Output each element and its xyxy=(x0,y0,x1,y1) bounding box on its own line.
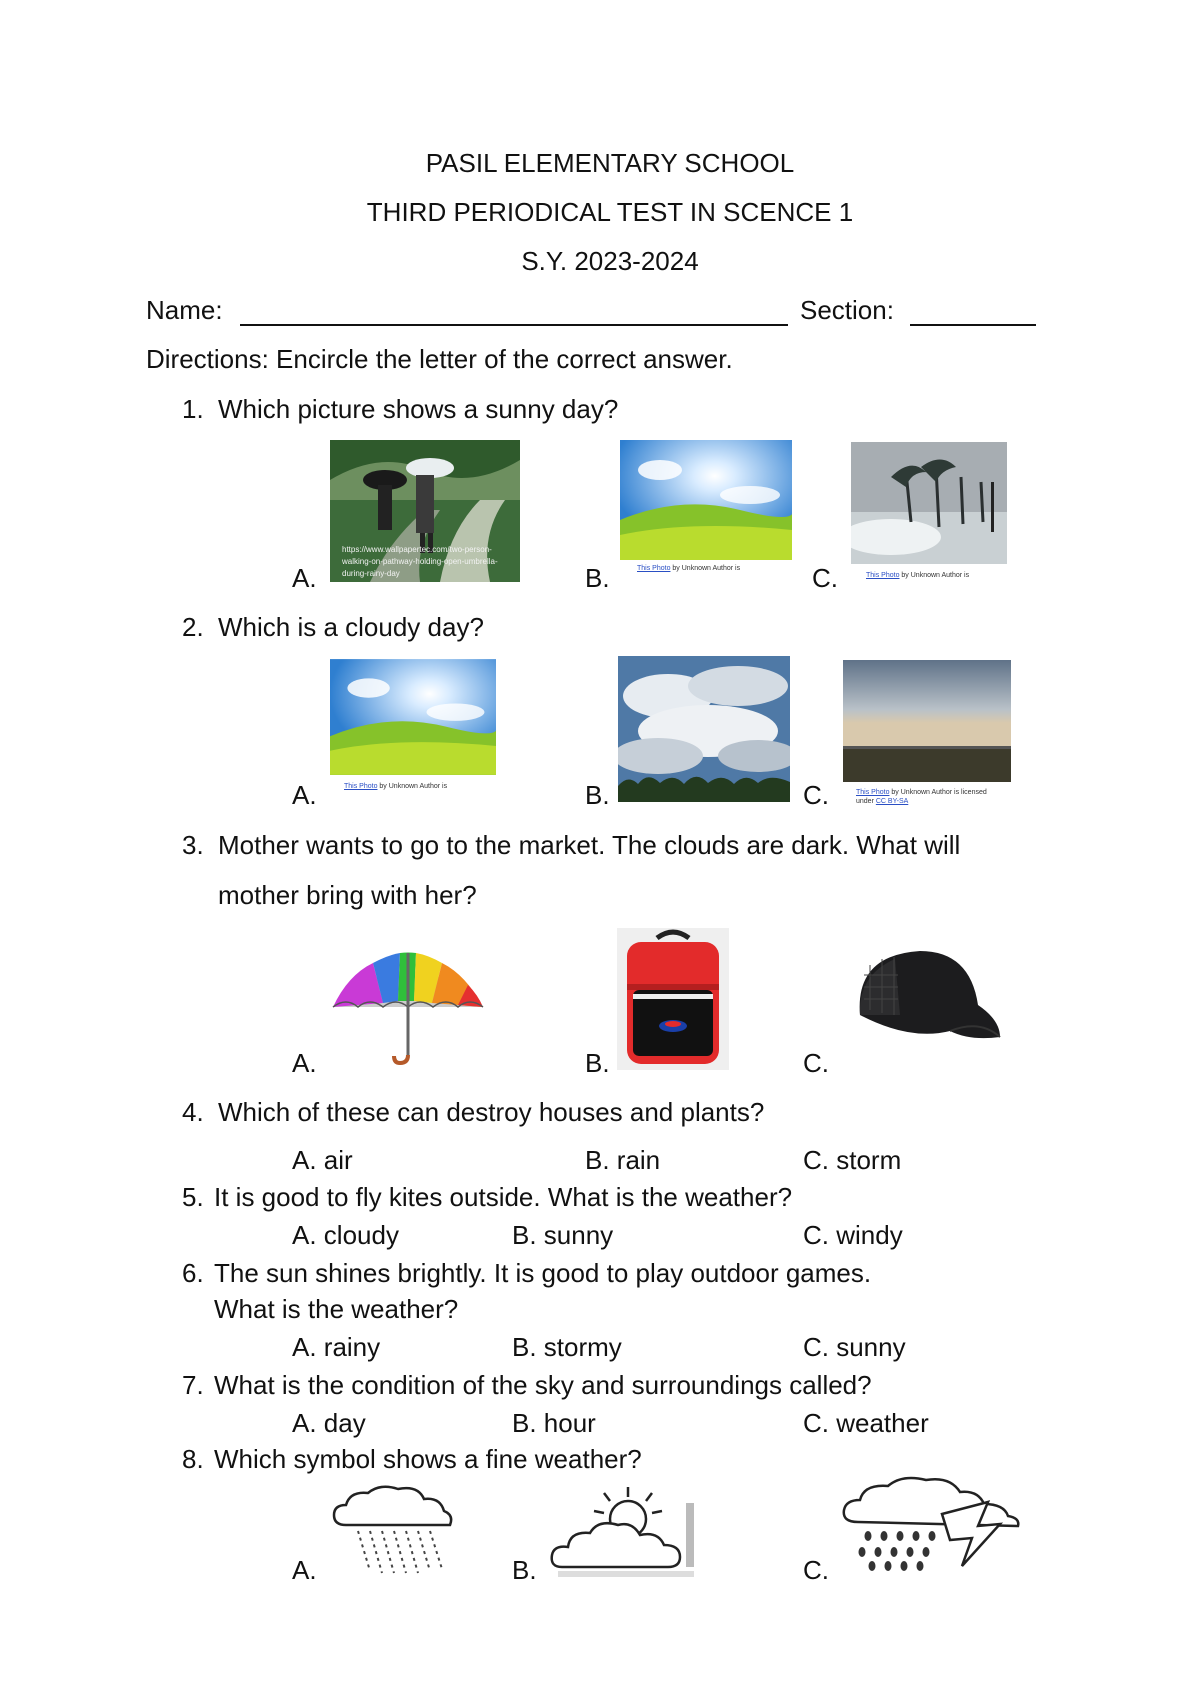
name-label: Name: xyxy=(146,295,223,325)
q5-option-b[interactable]: B. sunny xyxy=(512,1220,614,1250)
q1-option-c[interactable]: C. xyxy=(812,563,838,593)
question-4-text: Which of these can destroy houses and plants? xyxy=(218,1097,765,1127)
q8-option-a[interactable]: A. xyxy=(292,1555,317,1585)
question-6-number: 6. xyxy=(182,1258,204,1288)
umbrella[interactable] xyxy=(328,945,488,1065)
question-5-number: 5. xyxy=(182,1182,204,1212)
question-2-number: 2. xyxy=(182,612,204,642)
question-3-text: Mother wants to go to the market. The clouds are dark. What will xyxy=(218,830,961,860)
q4-option-b[interactable]: B. rain xyxy=(585,1145,661,1175)
q4-option-c[interactable]: C. storm xyxy=(803,1145,902,1175)
q1a-watermark: https://www.wallpapertec.com/two-person-walking-on-pathway-holding-open-umbrella-during-rainy-day xyxy=(342,545,498,578)
q3-option-a[interactable]: A. xyxy=(292,1048,317,1078)
q7-option-c[interactable]: C. weather xyxy=(803,1408,929,1438)
section-field[interactable] xyxy=(910,324,1036,326)
q2-option-b[interactable]: B. xyxy=(585,780,610,810)
q3-option-b[interactable]: B. xyxy=(585,1048,610,1078)
q6-option-b[interactable]: B. stormy xyxy=(512,1332,622,1362)
question-3-number: 3. xyxy=(182,830,204,860)
q5-option-a[interactable]: A. cloudy xyxy=(292,1220,399,1250)
school-name: PASIL ELEMENTARY SCHOOL xyxy=(425,148,795,178)
q2a-credit: This Photo by Unknown Author is xyxy=(344,783,448,790)
rain-walk-photo[interactable] xyxy=(330,440,520,582)
thunderstorm-icon[interactable] xyxy=(838,1474,1034,1574)
q4-option-a[interactable]: A. air xyxy=(292,1145,353,1175)
question-1-text: Which picture shows a sunny day? xyxy=(218,394,619,424)
cloudy-sky-photo[interactable] xyxy=(618,656,790,802)
q1b-credit: This Photo by Unknown Author is xyxy=(637,565,741,572)
test-title: THIRD PERIODICAL TEST IN SCENCE 1 xyxy=(366,197,854,227)
sun-cloud-icon[interactable] xyxy=(548,1485,704,1577)
q2c-credit: This Photo by Unknown Author is licensed under CC BY-SA xyxy=(856,789,987,805)
q8-option-c[interactable]: C. xyxy=(803,1555,829,1585)
q2-option-a[interactable]: A. xyxy=(292,780,317,810)
q1-option-a[interactable]: A. xyxy=(292,563,317,593)
backpack[interactable] xyxy=(617,928,729,1070)
name-field[interactable] xyxy=(240,324,788,326)
overcast-field-photo[interactable] xyxy=(843,660,1011,782)
sunny-field-photo[interactable] xyxy=(620,440,792,560)
question-2-text: Which is a cloudy day? xyxy=(218,612,484,642)
q7-option-a[interactable]: A. day xyxy=(292,1408,366,1438)
question-7-number: 7. xyxy=(182,1370,204,1400)
q2-option-c[interactable]: C. xyxy=(803,780,829,810)
school-year: S.Y. 2023-2024 xyxy=(521,246,699,276)
q6-option-c[interactable]: C. sunny xyxy=(803,1332,906,1362)
q1c-credit: This Photo by Unknown Author is xyxy=(866,572,970,579)
question-8-number: 8. xyxy=(182,1444,204,1474)
sunny-field-photo-2[interactable] xyxy=(330,658,496,776)
cap[interactable] xyxy=(850,945,1004,1057)
section-label: Section: xyxy=(800,295,894,325)
question-5-text: It is good to fly kites outside. What is the weather? xyxy=(214,1182,793,1212)
q7-option-b[interactable]: B. hour xyxy=(512,1408,596,1438)
question-7-text: What is the condition of the sky and surroundings called? xyxy=(214,1370,872,1400)
question-6-text-line2: What is the weather? xyxy=(214,1294,459,1324)
question-1-number: 1. xyxy=(182,394,204,424)
rain-cloud-icon[interactable] xyxy=(328,1485,468,1577)
q8-option-b[interactable]: B. xyxy=(512,1555,537,1585)
question-8-text: Which symbol shows a fine weather? xyxy=(214,1444,642,1474)
question-4-number: 4. xyxy=(182,1097,204,1127)
question-3-text-line2: mother bring with her? xyxy=(218,880,477,910)
directions: Directions: Encircle the letter of the correct answer. xyxy=(146,344,733,374)
q6-option-a[interactable]: A. rainy xyxy=(292,1332,381,1362)
question-6-text: The sun shines brightly. It is good to play outdoor games. xyxy=(214,1258,872,1288)
q1-option-b[interactable]: B. xyxy=(585,563,610,593)
q3-option-c[interactable]: C. xyxy=(803,1048,829,1078)
storm-coast-photo[interactable] xyxy=(851,442,1007,564)
q5-option-c[interactable]: C. windy xyxy=(803,1220,903,1250)
